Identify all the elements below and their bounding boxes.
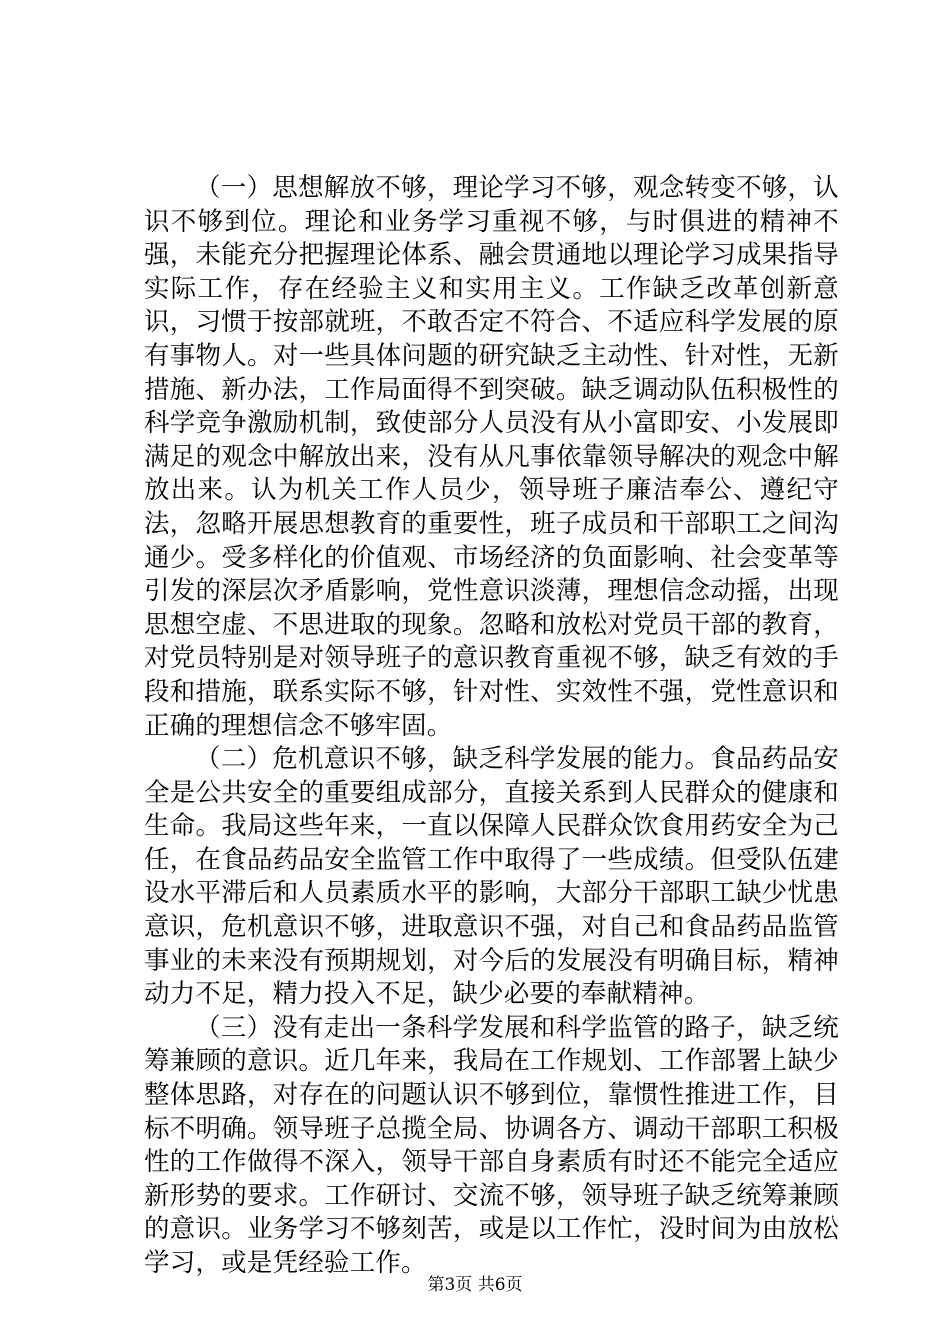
page-number-footer: 第3页 共6页 <box>427 1275 523 1295</box>
paragraph-2: （二）危机意识不够，缺乏科学发展的能力。食品药品安全是公共安全的重要组成部分，直接关系到人民群众的健康和生命。我局这些年来，一直以保障人民群众饮食用药安全为己任，在食品药品安全监管工作中取得了一些成绩。但受队伍建设水平滞后和人员素质水平的影响，大部分干部职工缺少忧患意识，危机意识不够，进取意识不强，对自己和食品药品监管事业的未来没有预期规划，对今后的发展没有明确目标，精神动力不足，精力投入不足，缺少必要的奉献精神。 <box>144 744 839 1010</box>
document-body <box>144 172 839 1281</box>
paragraph-1: （一）思想解放不够，理论学习不够，观念转变不够，认识不够到位。理论和业务学习重视不够，与时俱进的精神不强，未能充分把握理论体系、融会贯通地以理论学习成果指导实际工作，存在经验主义和实用主义。工作缺乏改革创新意识，习惯于按部就班，不敢否定不符合、不适应科学发展的原有事物人。对一些具体问题的研究缺乏主动性、针对性，无新措施、新办法，工作局面得不到突破。缺乏调动队伍积极性的科学竞争激励机制，致使部分人员没有从小富即安、小发展即满足的观念中解放出来，没有从凡事依靠领导解决的观念中解放出来。认为机关工作人员少，领导班子廉洁奉公、遵纪守法，忽略开展思想教育的重要性，班子成员和干部职工之间沟通少。受多样化的价值观、市场经济的负面影响、社会变革等引发的深层次矛盾影响，党性意识淡薄，理想信念动摇，出现思想空虚、不思进取的现象。忽略和放松对党员干部的教育，对党员特别是对领导班子的意识教育重视不够，缺乏有效的手段和措施，联系实际不够，针对性、实效性不强，党性意识和正确的理想信念不够牢固。 <box>144 173 839 741</box>
paragraph-3: （三）没有走出一条科学发展和科学监管的路子，缺乏统筹兼顾的意识。近几年来，我局在工作规划、工作部署上缺少整体思路，对存在的问题认识不够到位，靠惯性推进工作，目标不明确。领导班子总揽全局、协调各方、调动干部职工积极性的工作做得不深入，领导干部自身素质有时还不能完全适应新形势的要求。工作研讨、交流不够，领导班子缺乏统筹兼顾的意识。业务学习不够刻苦，或是以工作忙，没时间为由放松学习，或是凭经验工作。 <box>144 1012 839 1278</box>
